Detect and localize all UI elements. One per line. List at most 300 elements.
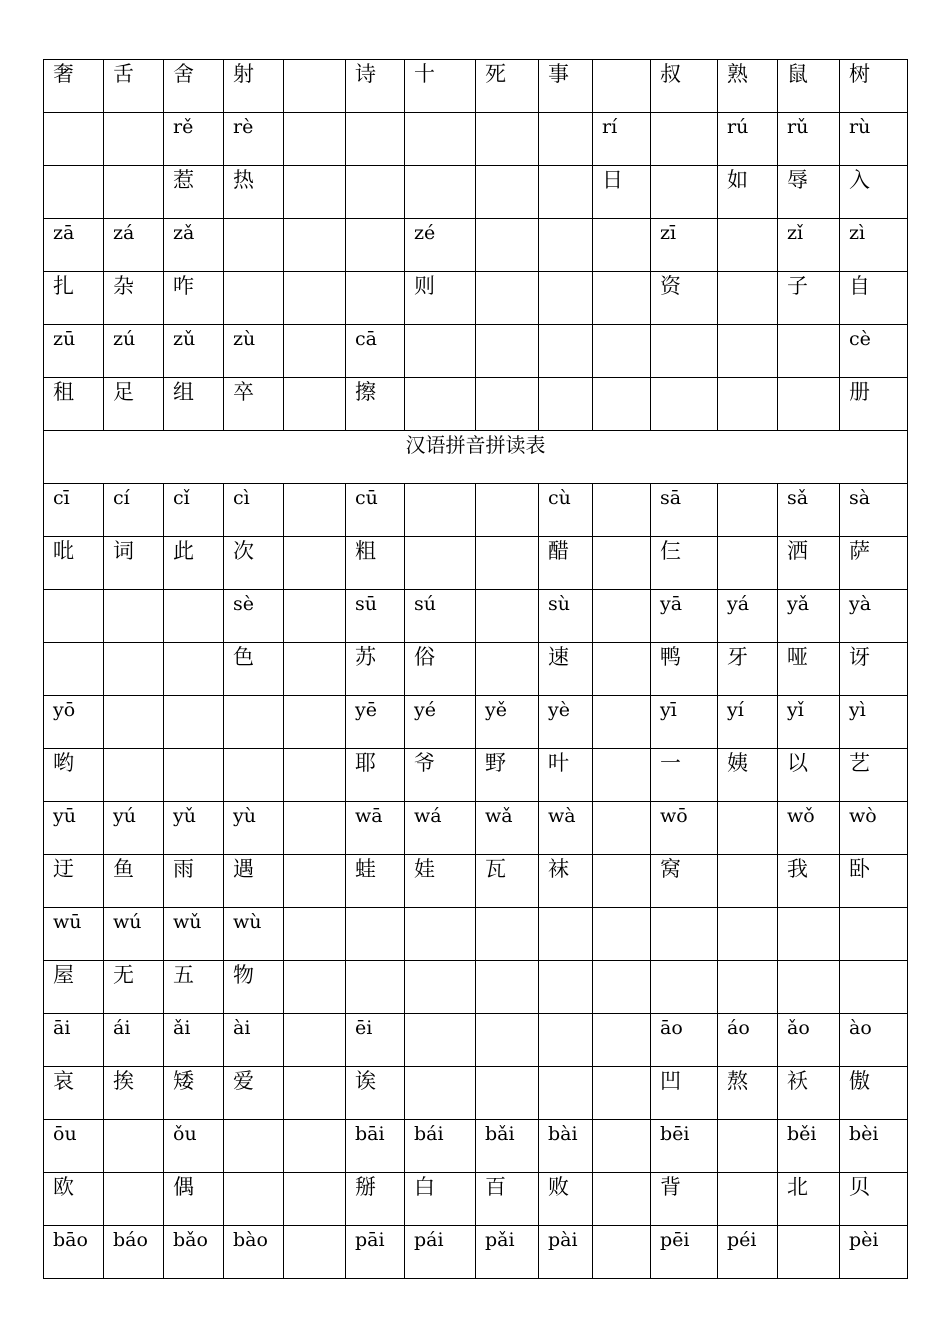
hanzi-cell: 矮 — [164, 1067, 224, 1120]
table-row — [44, 802, 908, 855]
table-row — [44, 961, 908, 1014]
hanzi-cell — [284, 1173, 346, 1226]
pinyin-cell — [405, 325, 476, 378]
hanzi-cell: 爱 — [224, 1067, 284, 1120]
table-row — [44, 431, 908, 484]
pinyin-cell — [284, 590, 346, 643]
pinyin-cell: wá — [405, 802, 476, 855]
pinyin-cell: zù — [224, 325, 284, 378]
hanzi-cell: 辱 — [778, 166, 840, 219]
hanzi-cell — [539, 1067, 593, 1120]
pinyin-cell: yǎ — [778, 590, 840, 643]
hanzi-cell: 北 — [778, 1173, 840, 1226]
hanzi-cell — [593, 537, 651, 590]
hanzi-cell — [651, 378, 718, 431]
hanzi-cell: 萨 — [840, 537, 908, 590]
pinyin-cell: zī — [651, 219, 718, 272]
table-row — [44, 113, 908, 166]
pinyin-cell: ài — [224, 1014, 284, 1067]
table-row — [44, 1067, 908, 1120]
pinyin-cell — [284, 908, 346, 961]
hanzi-cell: 熟 — [718, 60, 778, 113]
pinyin-cell — [718, 484, 778, 537]
pinyin-cell: pái — [405, 1226, 476, 1279]
table-row — [44, 166, 908, 219]
hanzi-cell: 迂 — [44, 855, 104, 908]
pinyin-cell — [593, 908, 651, 961]
hanzi-cell: 艺 — [840, 749, 908, 802]
pinyin-cell: cū — [346, 484, 405, 537]
hanzi-cell — [718, 961, 778, 1014]
pinyin-cell: bǎi — [476, 1120, 539, 1173]
pinyin-cell: bào — [224, 1226, 284, 1279]
hanzi-cell — [718, 537, 778, 590]
pinyin-cell — [718, 1120, 778, 1173]
hanzi-cell: 擦 — [346, 378, 405, 431]
pinyin-cell — [346, 113, 405, 166]
hanzi-cell — [651, 166, 718, 219]
pinyin-cell — [44, 113, 104, 166]
table-row — [44, 378, 908, 431]
hanzi-cell: 无 — [104, 961, 164, 1014]
table-row — [44, 484, 908, 537]
hanzi-cell: 窝 — [651, 855, 718, 908]
pinyin-cell — [718, 325, 778, 378]
hanzi-cell — [346, 166, 405, 219]
hanzi-cell — [104, 166, 164, 219]
pinyin-cell: cù — [539, 484, 593, 537]
pinyin-cell: cè — [840, 325, 908, 378]
hanzi-cell: 瓦 — [476, 855, 539, 908]
hanzi-cell — [44, 166, 104, 219]
hanzi-cell: 牙 — [718, 643, 778, 696]
pinyin-cell — [284, 1226, 346, 1279]
pinyin-cell — [405, 1014, 476, 1067]
hanzi-cell: 卧 — [840, 855, 908, 908]
hanzi-cell: 贝 — [840, 1173, 908, 1226]
hanzi-cell — [593, 378, 651, 431]
hanzi-cell: 姨 — [718, 749, 778, 802]
pinyin-cell — [593, 802, 651, 855]
hanzi-cell: 背 — [651, 1173, 718, 1226]
pinyin-cell — [104, 1120, 164, 1173]
pinyin-cell — [651, 325, 718, 378]
pinyin-cell: sù — [539, 590, 593, 643]
hanzi-cell: 树 — [840, 60, 908, 113]
pinyin-cell: wù — [224, 908, 284, 961]
hanzi-cell — [164, 643, 224, 696]
hanzi-cell: 则 — [405, 272, 476, 325]
pinyin-cell — [593, 219, 651, 272]
table-row — [44, 325, 908, 378]
pinyin-cell: wǎ — [476, 802, 539, 855]
pinyin-cell: zú — [104, 325, 164, 378]
pinyin-cell — [778, 1226, 840, 1279]
hanzi-cell: 败 — [539, 1173, 593, 1226]
hanzi-cell: 速 — [539, 643, 593, 696]
pinyin-cell: yū — [44, 802, 104, 855]
hanzi-cell: 物 — [224, 961, 284, 1014]
hanzi-cell: 一 — [651, 749, 718, 802]
pinyin-cell — [224, 219, 284, 272]
hanzi-cell — [593, 60, 651, 113]
pinyin-cell — [284, 1014, 346, 1067]
pinyin-cell: yǔ — [164, 802, 224, 855]
pinyin-cell: pèi — [840, 1226, 908, 1279]
hanzi-cell: 偶 — [164, 1173, 224, 1226]
hanzi-cell: 资 — [651, 272, 718, 325]
pinyin-cell — [539, 1014, 593, 1067]
pinyin-cell — [651, 908, 718, 961]
pinyin-cell — [593, 1014, 651, 1067]
pinyin-cell — [284, 1120, 346, 1173]
hanzi-cell: 热 — [224, 166, 284, 219]
hanzi-cell: 叔 — [651, 60, 718, 113]
pinyin-cell — [405, 484, 476, 537]
hanzi-cell — [593, 1067, 651, 1120]
hanzi-cell: 俗 — [405, 643, 476, 696]
hanzi-cell: 色 — [224, 643, 284, 696]
pinyin-cell: sǎ — [778, 484, 840, 537]
hanzi-cell: 事 — [539, 60, 593, 113]
hanzi-cell — [284, 272, 346, 325]
hanzi-cell: 粗 — [346, 537, 405, 590]
pinyin-cell — [476, 908, 539, 961]
hanzi-cell: 惹 — [164, 166, 224, 219]
hanzi-cell: 杂 — [104, 272, 164, 325]
pinyin-cell: bái — [405, 1120, 476, 1173]
pinyin-cell: péi — [718, 1226, 778, 1279]
hanzi-cell — [651, 961, 718, 1014]
hanzi-cell — [539, 961, 593, 1014]
pinyin-cell: bài — [539, 1120, 593, 1173]
pinyin-cell: běi — [778, 1120, 840, 1173]
pinyin-cell — [778, 908, 840, 961]
table-row — [44, 855, 908, 908]
hanzi-cell: 词 — [104, 537, 164, 590]
hanzi-cell: 舍 — [164, 60, 224, 113]
pinyin-cell: cǐ — [164, 484, 224, 537]
hanzi-cell — [284, 60, 346, 113]
pinyin-cell: báo — [104, 1226, 164, 1279]
pinyin-cell: āo — [651, 1014, 718, 1067]
hanzi-cell: 掰 — [346, 1173, 405, 1226]
hanzi-cell — [104, 749, 164, 802]
hanzi-cell: 死 — [476, 60, 539, 113]
hanzi-cell: 次 — [224, 537, 284, 590]
table-row — [44, 60, 908, 113]
table-row — [44, 537, 908, 590]
pinyin-cell — [593, 590, 651, 643]
hanzi-cell: 爷 — [405, 749, 476, 802]
empty-cell — [284, 113, 346, 166]
hanzi-cell: 欧 — [44, 1173, 104, 1226]
pinyin-cell: sā — [651, 484, 718, 537]
pinyin-cell — [539, 325, 593, 378]
hanzi-cell: 五 — [164, 961, 224, 1014]
pinyin-cell — [284, 219, 346, 272]
hanzi-cell: 凹 — [651, 1067, 718, 1120]
hanzi-cell — [476, 166, 539, 219]
hanzi-cell: 诶 — [346, 1067, 405, 1120]
empty-cell — [284, 166, 346, 219]
hanzi-cell: 如 — [718, 166, 778, 219]
pinyin-cell — [593, 696, 651, 749]
pinyin-cell: bāo — [44, 1226, 104, 1279]
hanzi-cell: 雨 — [164, 855, 224, 908]
hanzi-cell: 咋 — [164, 272, 224, 325]
pinyin-cell: bèi — [840, 1120, 908, 1173]
pinyin-cell: sú — [405, 590, 476, 643]
pinyin-cell: zǎ — [164, 219, 224, 272]
pinyin-cell — [476, 590, 539, 643]
pinyin-cell: wǒ — [778, 802, 840, 855]
pinyin-cell: rú — [718, 113, 778, 166]
hanzi-cell — [284, 537, 346, 590]
pinyin-cell — [164, 696, 224, 749]
hanzi-cell — [224, 272, 284, 325]
hanzi-cell — [539, 378, 593, 431]
pinyin-cell — [405, 113, 476, 166]
pinyin-cell: yú — [104, 802, 164, 855]
pinyin-cell — [224, 696, 284, 749]
hanzi-cell — [284, 643, 346, 696]
hanzi-cell: 讶 — [840, 643, 908, 696]
pinyin-cell: rě — [164, 113, 224, 166]
pinyin-cell: sè — [224, 590, 284, 643]
hanzi-cell: 苏 — [346, 643, 405, 696]
pinyin-cell: pāi — [346, 1226, 405, 1279]
hanzi-cell: 鱼 — [104, 855, 164, 908]
pinyin-cell: yé — [405, 696, 476, 749]
hanzi-cell — [593, 643, 651, 696]
table-row — [44, 643, 908, 696]
pinyin-cell: yō — [44, 696, 104, 749]
pinyin-cell: rè — [224, 113, 284, 166]
table-row — [44, 1120, 908, 1173]
table-row — [44, 696, 908, 749]
hanzi-cell: 鸭 — [651, 643, 718, 696]
hanzi-cell: 奢 — [44, 60, 104, 113]
pinyin-cell: yě — [476, 696, 539, 749]
pinyin-cell: zì — [840, 219, 908, 272]
pinyin-cell: wà — [539, 802, 593, 855]
table-row — [44, 1173, 908, 1226]
hanzi-cell — [476, 272, 539, 325]
pinyin-cell — [346, 908, 405, 961]
pinyin-cell: zǐ — [778, 219, 840, 272]
table-row — [44, 590, 908, 643]
pinyin-cell: zá — [104, 219, 164, 272]
hanzi-cell: 遇 — [224, 855, 284, 908]
hanzi-cell — [476, 378, 539, 431]
hanzi-cell — [346, 961, 405, 1014]
hanzi-cell: 哀 — [44, 1067, 104, 1120]
hanzi-cell — [593, 961, 651, 1014]
pinyin-cell — [718, 802, 778, 855]
hanzi-cell: 熬 — [718, 1067, 778, 1120]
pinyin-cell: āi — [44, 1014, 104, 1067]
hanzi-cell: 哑 — [778, 643, 840, 696]
pinyin-cell — [44, 590, 104, 643]
pinyin-cell — [104, 113, 164, 166]
hanzi-cell — [593, 272, 651, 325]
hanzi-cell: 傲 — [840, 1067, 908, 1120]
hanzi-cell: 足 — [104, 378, 164, 431]
table-row — [44, 908, 908, 961]
pinyin-cell — [104, 696, 164, 749]
pinyin-cell: ǎo — [778, 1014, 840, 1067]
pinyin-cell — [718, 908, 778, 961]
pinyin-cell — [539, 908, 593, 961]
pinyin-cell — [284, 696, 346, 749]
pinyin-cell: yā — [651, 590, 718, 643]
hanzi-cell — [476, 961, 539, 1014]
pinyin-cell — [164, 590, 224, 643]
hanzi-cell — [284, 749, 346, 802]
pinyin-cell — [224, 1120, 284, 1173]
pinyin-cell: yà — [840, 590, 908, 643]
pinyin-cell — [539, 113, 593, 166]
pinyin-cell — [778, 325, 840, 378]
pinyin-cell: wò — [840, 802, 908, 855]
pinyin-cell: wā — [346, 802, 405, 855]
pinyin-cell: bǎo — [164, 1226, 224, 1279]
table-row — [44, 1014, 908, 1067]
hanzi-cell: 哟 — [44, 749, 104, 802]
pinyin-cell: áo — [718, 1014, 778, 1067]
pinyin-cell — [840, 908, 908, 961]
pinyin-cell: ōu — [44, 1120, 104, 1173]
pinyin-cell: bāi — [346, 1120, 405, 1173]
pinyin-cell: ái — [104, 1014, 164, 1067]
hanzi-cell: 醋 — [539, 537, 593, 590]
pinyin-cell — [346, 219, 405, 272]
hanzi-cell: 组 — [164, 378, 224, 431]
hanzi-cell: 子 — [778, 272, 840, 325]
hanzi-cell: 射 — [224, 60, 284, 113]
table-row — [44, 219, 908, 272]
pinyin-cell — [284, 802, 346, 855]
hanzi-cell: 自 — [840, 272, 908, 325]
hanzi-cell — [718, 1173, 778, 1226]
pinyin-cell: ǒu — [164, 1120, 224, 1173]
pinyin-cell — [718, 219, 778, 272]
pinyin-cell: rǔ — [778, 113, 840, 166]
hanzi-cell: 入 — [840, 166, 908, 219]
pinyin-cell: wǔ — [164, 908, 224, 961]
hanzi-cell — [593, 1173, 651, 1226]
hanzi-cell — [718, 272, 778, 325]
pinyin-cell: yǐ — [778, 696, 840, 749]
pinyin-cell: yá — [718, 590, 778, 643]
hanzi-cell — [405, 961, 476, 1014]
pinyin-cell — [593, 325, 651, 378]
hanzi-cell — [405, 1067, 476, 1120]
hanzi-cell — [840, 961, 908, 1014]
hanzi-cell — [224, 749, 284, 802]
pinyin-cell: cā — [346, 325, 405, 378]
pinyin-cell — [405, 908, 476, 961]
pinyin-cell: cī — [44, 484, 104, 537]
pinyin-cell: yē — [346, 696, 405, 749]
pinyin-cell: yì — [840, 696, 908, 749]
hanzi-cell: 以 — [778, 749, 840, 802]
hanzi-cell: 册 — [840, 378, 908, 431]
hanzi-cell: 叶 — [539, 749, 593, 802]
hanzi-cell: 袜 — [539, 855, 593, 908]
hanzi-cell — [476, 643, 539, 696]
hanzi-cell — [44, 643, 104, 696]
hanzi-cell — [593, 749, 651, 802]
pinyin-cell: ǎi — [164, 1014, 224, 1067]
pinyin-cell — [593, 1120, 651, 1173]
pinyin-cell: wú — [104, 908, 164, 961]
pinyin-cell: zǔ — [164, 325, 224, 378]
pinyin-cell — [284, 325, 346, 378]
table-body — [44, 60, 908, 1279]
pinyin-table — [43, 59, 908, 1279]
pinyin-cell — [651, 113, 718, 166]
hanzi-cell: 吡 — [44, 537, 104, 590]
hanzi-cell: 诗 — [346, 60, 405, 113]
pinyin-cell: bēi — [651, 1120, 718, 1173]
hanzi-cell: 挨 — [104, 1067, 164, 1120]
hanzi-cell: 租 — [44, 378, 104, 431]
pinyin-cell — [104, 590, 164, 643]
hanzi-cell — [778, 378, 840, 431]
table-row — [44, 1226, 908, 1279]
hanzi-cell — [405, 166, 476, 219]
pinyin-cell: pài — [539, 1226, 593, 1279]
hanzi-cell: 扎 — [44, 272, 104, 325]
table-title: 汉语拼音拼读表 — [44, 431, 908, 484]
hanzi-cell — [718, 855, 778, 908]
hanzi-cell — [284, 855, 346, 908]
table-row — [44, 749, 908, 802]
hanzi-cell — [224, 1173, 284, 1226]
hanzi-cell: 舌 — [104, 60, 164, 113]
hanzi-cell: 耶 — [346, 749, 405, 802]
hanzi-cell: 屋 — [44, 961, 104, 1014]
pinyin-cell: rù — [840, 113, 908, 166]
hanzi-cell: 卒 — [224, 378, 284, 431]
pinyin-cell: pǎi — [476, 1226, 539, 1279]
hanzi-cell — [405, 378, 476, 431]
pinyin-cell: sà — [840, 484, 908, 537]
hanzi-cell: 蛙 — [346, 855, 405, 908]
pinyin-cell: wū — [44, 908, 104, 961]
pinyin-cell — [593, 1226, 651, 1279]
pinyin-cell: cí — [104, 484, 164, 537]
hanzi-cell — [539, 272, 593, 325]
hanzi-cell — [284, 378, 346, 431]
hanzi-cell — [778, 961, 840, 1014]
hanzi-cell: 白 — [405, 1173, 476, 1226]
pinyin-cell: zā — [44, 219, 104, 272]
pinyin-cell: rí — [593, 113, 651, 166]
pinyin-cell — [476, 219, 539, 272]
pinyin-cell: cì — [224, 484, 284, 537]
pinyin-cell — [476, 325, 539, 378]
pinyin-cell: yī — [651, 696, 718, 749]
pinyin-cell: zū — [44, 325, 104, 378]
pinyin-cell: wō — [651, 802, 718, 855]
hanzi-cell — [164, 749, 224, 802]
table-row — [44, 272, 908, 325]
pinyin-cell — [284, 484, 346, 537]
hanzi-cell — [104, 1173, 164, 1226]
